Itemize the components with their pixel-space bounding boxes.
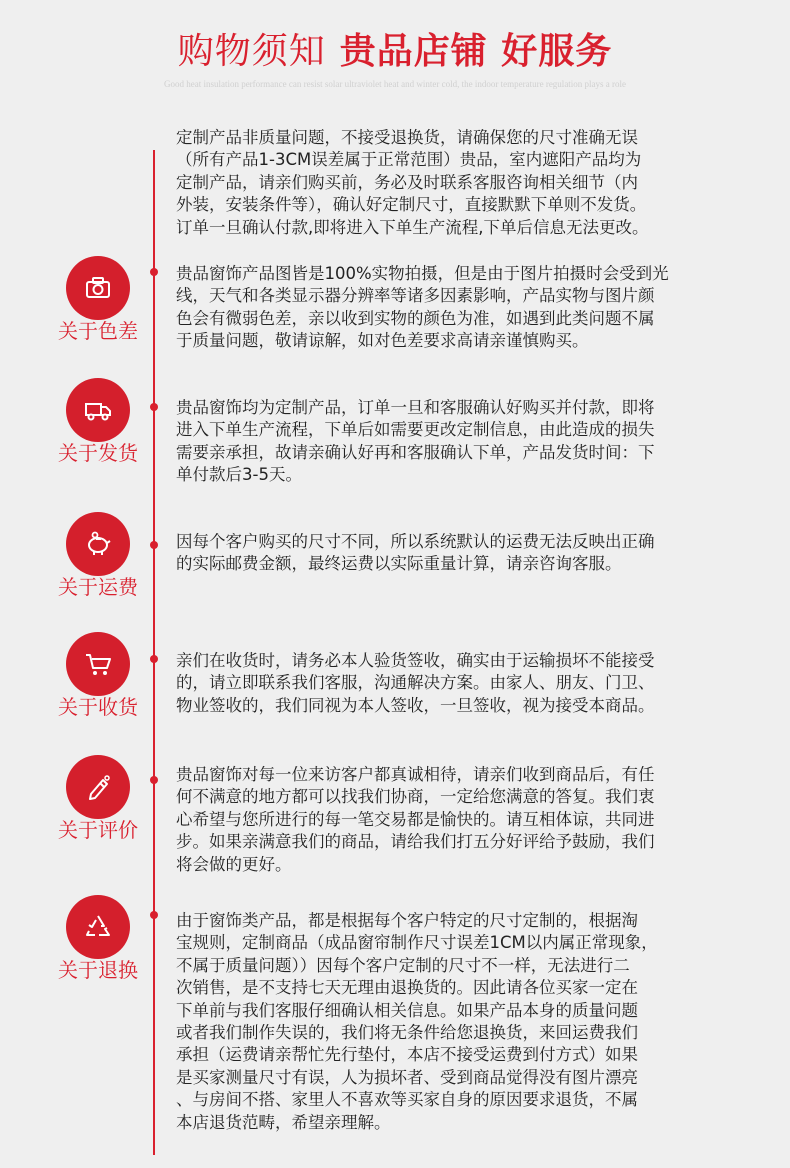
section-text-returns: 由于窗饰类产品，都是根据每个客户特定的尺寸定制的，根据淘 宝规则，定制商品（成品窗帘制作尺寸误差1CM以内属正常现象， 不属于质量问题））因每个客户定制的尺寸不一样，无法进行二 次销售，是不支持七天无理由退换货的。因此请各位买家一定在 下单前与我们客服仔细确认相关信息。如果产品本身的质量问题 或者我们制作失误的，我们将无条件给您退换货，来回运费我们 承担（运费请亲帮忙先行垫付，本店不接受运费到付方式）如果 是买家测量尺寸有误，人为损坏者、受到商品觉得没有图片漂亮 、与房间不搭、家里人不喜欢等买家自身的原因要求退货，不属 本店退货范畴，希望亲理解。: [176, 911, 658, 1132]
section-label: 关于退换: [58, 958, 138, 982]
timeline-dot: [150, 655, 158, 663]
truck-icon: [66, 378, 130, 442]
section-text-review: 贵品窗饰对每一位来访客户都真诚相待，请亲们收到商品后，有任 何不满意的地方都可以找我们协商，一定给您满意的答复。我们衷 心希望与您所进行的每一笔交易都是愉快的。请互相体谅，共同进 步。如果亲满意我们的商品，请给我们打五分好评给予鼓励，我们 将会做的更好。: [176, 765, 655, 874]
timeline-dot: [150, 268, 158, 276]
section-label: 关于收货: [58, 695, 138, 719]
section-label: 关于评价: [58, 818, 138, 842]
recycle-icon: [66, 895, 130, 959]
shopping-cart-icon: [66, 632, 130, 696]
timeline-line: [153, 150, 155, 1155]
title-light: 购物须知: [177, 31, 326, 72]
section-text-color-difference: 贵品窗饰产品图皆是100%实物拍摄，但是由于图片拍摄时会受到光 线，天气和各类显示器分辨率等诸多因素影响，产品实物与图片颜 色会有微弱色差，亲以收到实物的颜色为准，如遇到此类问题不属 于质量问题，敬请谅解，如对色差要求高请亲谨慎购买。: [176, 264, 669, 351]
timeline-dot: [150, 541, 158, 549]
intro-text: 定制产品非质量问题，不接受退换货，请确保您的尺寸准确无误 （所有产品1-3CM误差属于正常范围）贵品，室内遮阳产品均为 定制产品，请亲们购买前，务必及时联系客服咨询相关细节（内 外装，安装条件等），确认好定制尺寸，直接默默下单则不发货。 订单一旦确认付款,即将进入下单生产流程,下单后信息无法更改。: [176, 128, 649, 237]
camera-icon: [66, 256, 130, 320]
section-text-receiving: 亲们在收货时，请务必本人验货签收，确实由于运输损坏不能接受 的，请立即联系我们客服，沟通解决方案。由家人、朋友、门卫、 物业签收的，我们同视为本人签收，一旦签收，视为接受本商品。: [176, 651, 655, 715]
section-label: 关于运费: [58, 575, 138, 599]
piggy-bank-icon: [66, 512, 130, 576]
section-text-freight: 因每个客户购买的尺寸不同，所以系统默认的运费无法反映出正确 的实际邮费金额，最终运费以实际重量计算，请亲咨询客服。: [176, 532, 655, 574]
page-title: [0, 28, 790, 76]
section-label: 关于发货: [58, 441, 138, 465]
timeline-dot: [150, 911, 158, 919]
timeline-dot: [150, 776, 158, 784]
pen-icon: [66, 755, 130, 819]
title-bold: 贵品店铺 好服务: [339, 31, 613, 72]
section-text-shipping: 贵品窗饰均为定制产品，订单一旦和客服确认好购买并付款，即将 进入下单生产流程，下单后如需要更改定制信息，由此造成的损失 需要亲承担，故请亲确认好再和客服确认下单，产品发货时间：下 单付款后3-5天。: [176, 398, 655, 485]
page-header: [0, 28, 790, 76]
timeline-dot: [150, 403, 158, 411]
page-subtitle: Good heat insulation performance can resist solar ultraviolet heat and winter cold, the indoor temperature regulation plays a role: [163, 79, 627, 89]
section-label: 关于色差: [58, 319, 138, 343]
